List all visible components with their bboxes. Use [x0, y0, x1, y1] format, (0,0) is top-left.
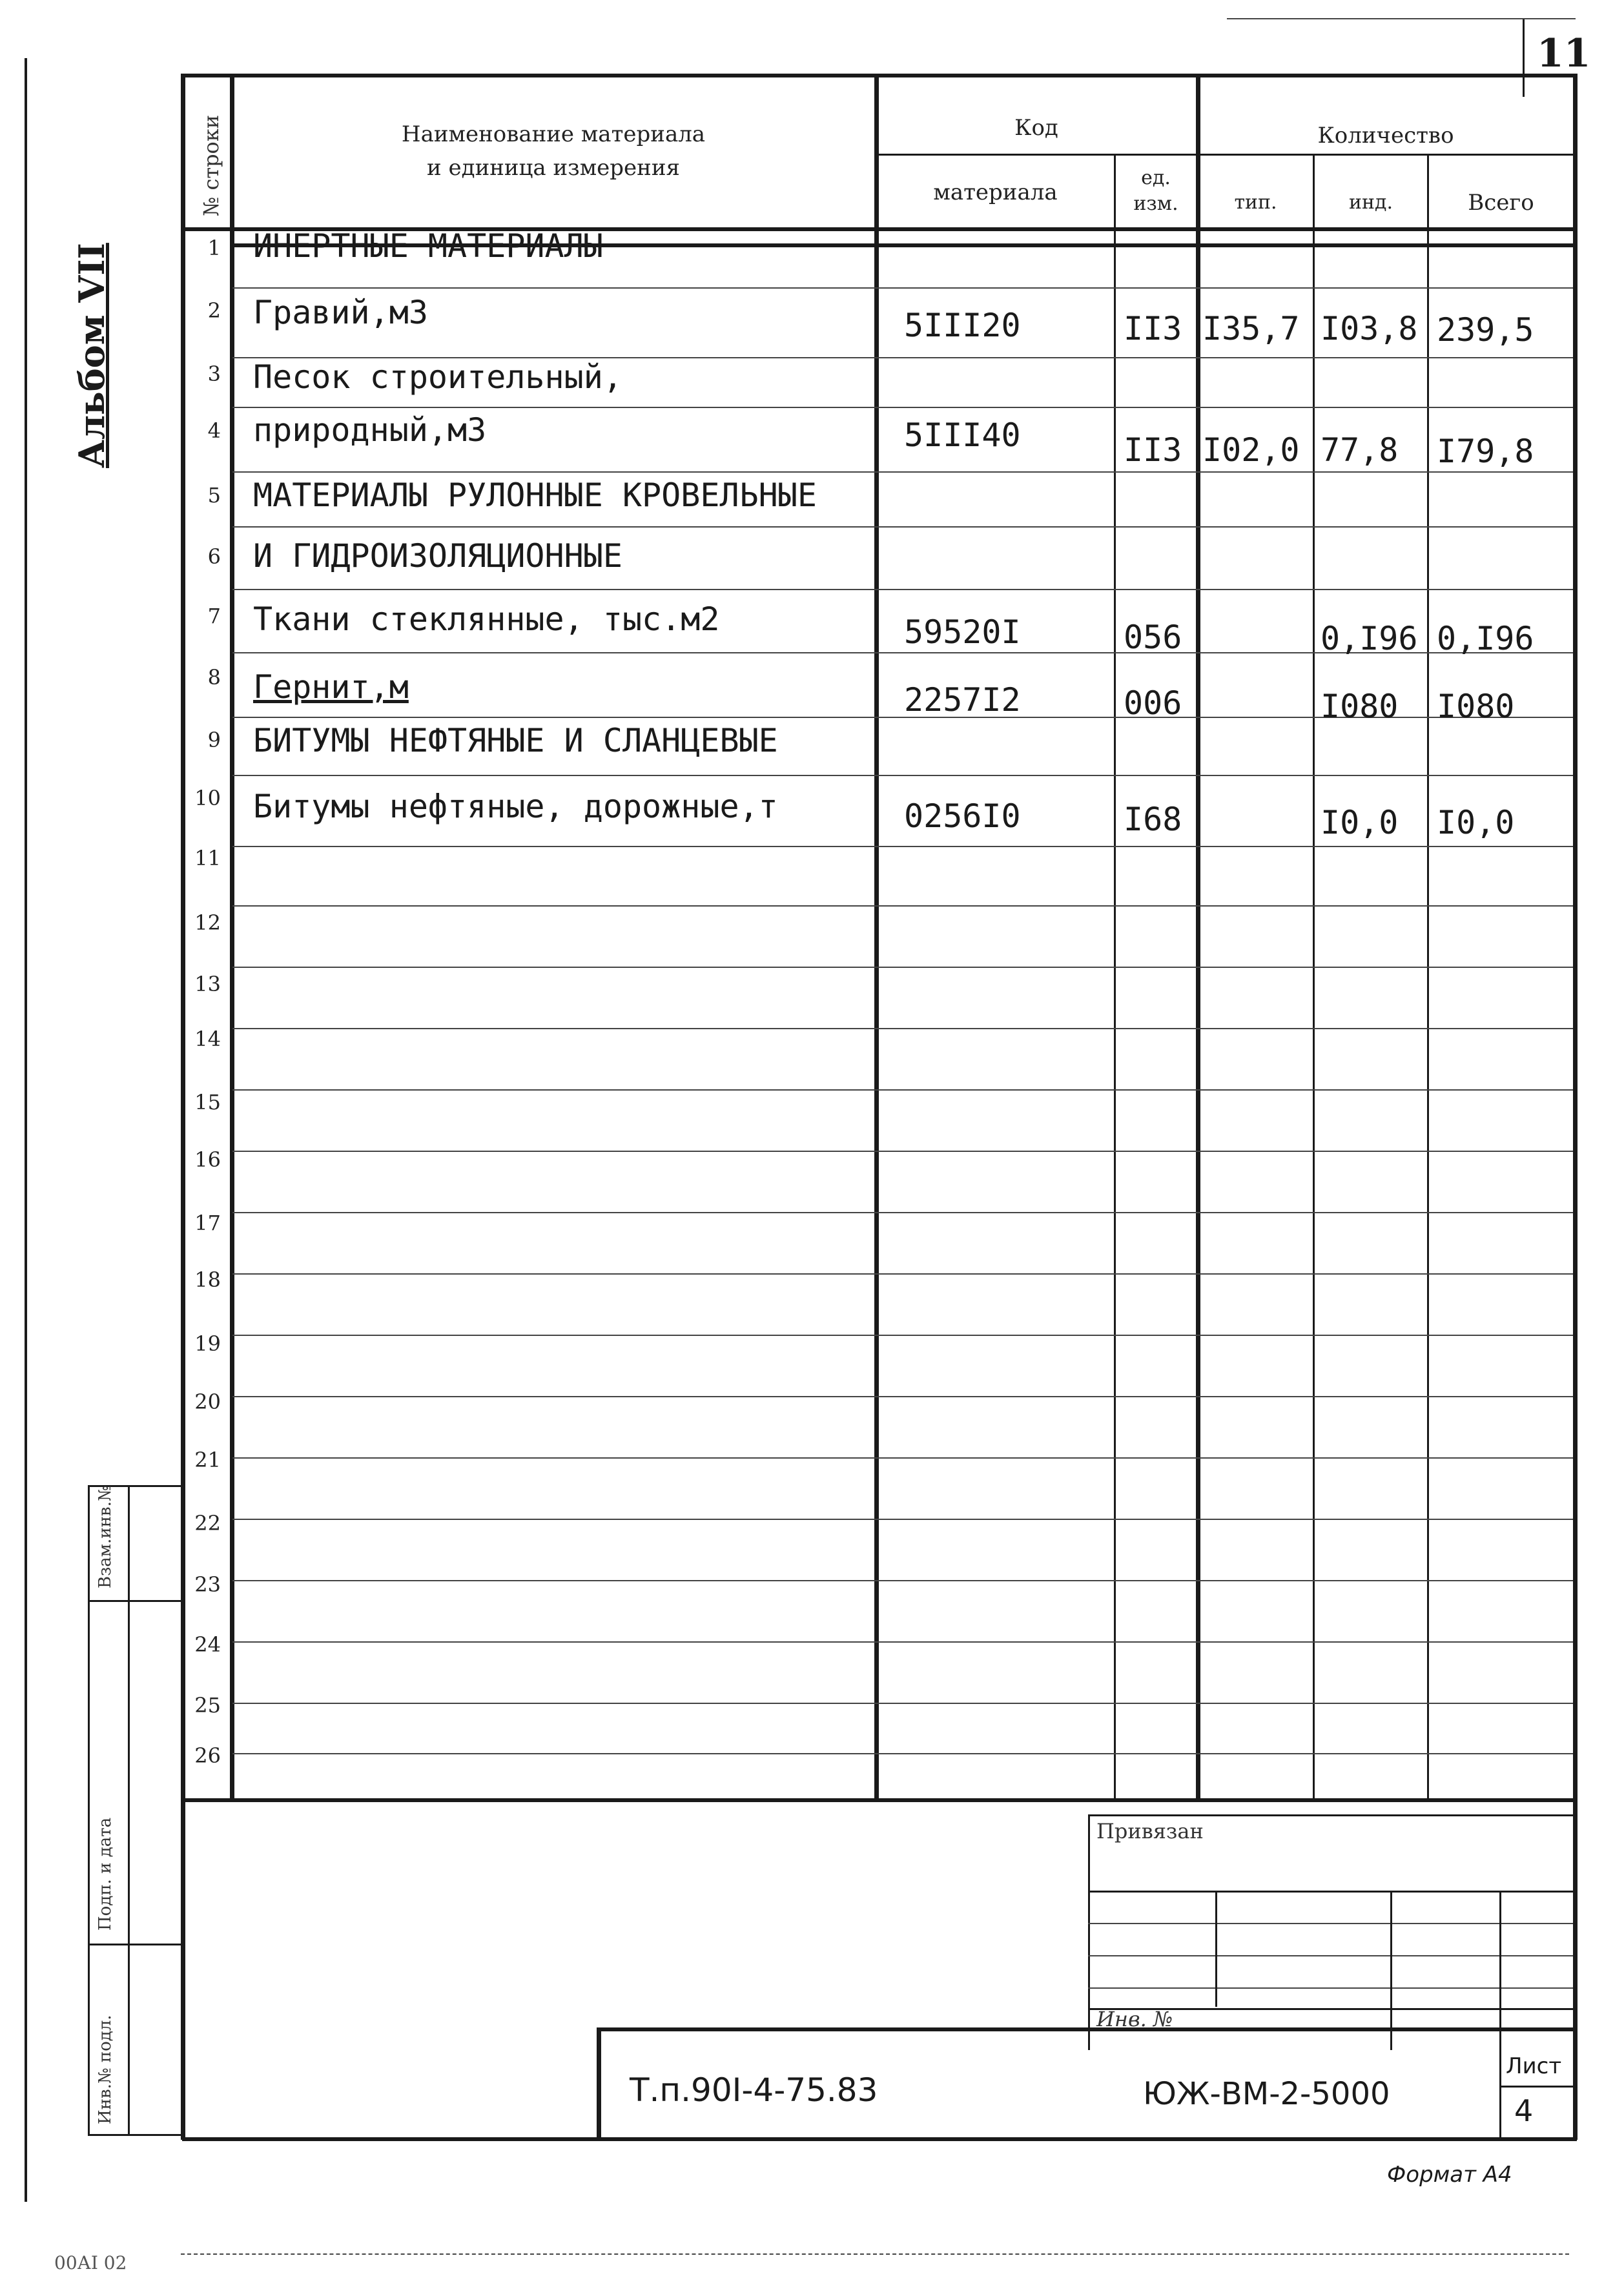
format-label: Формат А4: [1387, 2162, 1512, 2188]
col-unit-border: [1196, 74, 1200, 1798]
row-line: [232, 1519, 1573, 1520]
row-number: 12: [194, 910, 221, 935]
row-4-name: природный,м3: [253, 411, 487, 449]
row-line: [232, 287, 1573, 289]
row-line: [232, 905, 1573, 907]
frame-bottom-border: [182, 2137, 1577, 2141]
row-line: [232, 1335, 1573, 1336]
privyazan-left: [1088, 1814, 1090, 2050]
header-code-group: Код: [1014, 115, 1058, 141]
row-7-name: Ткани стеклянные, тыс.м2: [253, 600, 720, 638]
row-5-name: МАТЕРИАЛЫ РУЛОННЫЕ КРОВЕЛЬНЫЕ: [253, 477, 817, 514]
header-code-unit-2: изм.: [1133, 192, 1178, 215]
privyazan-label: Привязан: [1096, 1819, 1204, 1843]
row-8-ind: I080: [1321, 688, 1399, 725]
side-stamp-bottom: [88, 2134, 182, 2136]
row-line: [232, 846, 1573, 847]
row-7-ind: 0,I96: [1321, 620, 1418, 657]
row-1-name: ИНЕРТНЫЕ МАТЕРИАЛЫ: [253, 227, 603, 265]
row-6-name: И ГИДРОИЗОЛЯЦИОННЫЕ: [253, 537, 622, 575]
row-number: 18: [194, 1267, 221, 1292]
privyazan-col-2: [1390, 1891, 1392, 2050]
row-number: 2: [207, 298, 221, 323]
row-7-code: 59520I: [904, 613, 1021, 651]
col-code-border: [1114, 154, 1116, 1798]
row-4-ind: 77,8: [1321, 431, 1399, 469]
row-number: 6: [207, 544, 221, 569]
side-stamp-mid: [128, 1485, 130, 2134]
row-4-unit: II3: [1124, 431, 1182, 469]
col-typ-border: [1313, 154, 1315, 1798]
row-number: 13: [194, 972, 221, 996]
row-line: [232, 967, 1573, 968]
row-number: 9: [207, 728, 221, 752]
row-number: 8: [207, 665, 221, 690]
row-line: [232, 589, 1573, 590]
privyazan-col-1: [1215, 1891, 1217, 2007]
row-number: 10: [194, 786, 221, 810]
row-line: [232, 1641, 1573, 1643]
header-qty-total: Всего: [1468, 190, 1534, 216]
row-2-total: 239,5: [1437, 311, 1534, 349]
row-2-typ: I35,7: [1202, 310, 1300, 347]
side-stamp-div2: [88, 1944, 182, 1945]
code-box-left: [597, 2027, 601, 2140]
header-name-line2: и единица измерения: [427, 155, 680, 181]
table-right-border: [1573, 74, 1578, 2140]
row-2-name: Гравий,м3: [253, 294, 428, 331]
side-label-inv-podl: Инв.№ подл.: [96, 2015, 115, 2124]
table-top-border: [182, 74, 1577, 77]
row-number: 14: [194, 1027, 221, 1051]
row-line: [232, 1457, 1573, 1459]
row-10-total: I0,0: [1437, 804, 1515, 841]
row-number: 17: [194, 1211, 221, 1235]
row-10-ind: I0,0: [1321, 804, 1399, 841]
row-3-name: Песок строительный,: [253, 358, 622, 396]
row-number: 22: [194, 1511, 221, 1535]
sheet-label: Лист: [1506, 2053, 1562, 2079]
project-code: ЮЖ-ВМ-2-5000: [1143, 2076, 1390, 2112]
row-4-typ: I02,0: [1202, 431, 1300, 469]
row-line: [232, 1703, 1573, 1704]
header-name-line1: Наименование материала: [401, 121, 706, 147]
row-number: 7: [207, 604, 221, 628]
header-qty-group: Количество: [1317, 123, 1454, 149]
col-rownum-border: [230, 74, 234, 1798]
table-left-border: [181, 74, 185, 2140]
footer-code: 00АI 02: [54, 2252, 127, 2273]
row-2-ind: I03,8: [1321, 310, 1418, 347]
col-name-border: [874, 74, 879, 1798]
row-4-code: 5III40: [904, 416, 1021, 454]
album-label: Альбом VII: [71, 243, 112, 468]
row-line: [232, 1753, 1573, 1754]
privyazan-col-3: [1499, 1891, 1501, 2050]
row-line: [232, 1212, 1573, 1213]
row-number: 1: [207, 236, 221, 260]
row-2-code: 5III20: [904, 307, 1021, 344]
table-bottom-border: [182, 1798, 1577, 1802]
col-ind-border: [1427, 154, 1429, 1798]
corner-tab-border: [1523, 19, 1525, 97]
header-qty-ind: инд.: [1349, 191, 1393, 214]
row-number: 15: [194, 1090, 221, 1114]
row-line: [232, 1089, 1573, 1091]
side-stamp-div1: [88, 1600, 182, 1602]
sheet-box-mid: [1499, 2086, 1573, 2088]
row-line: [232, 1273, 1573, 1275]
row-9-name: БИТУМЫ НЕФТЯНЫЕ И СЛАНЦЕВЫЕ: [253, 722, 778, 759]
row-8-name: Гернит,м: [253, 668, 409, 706]
row-number: 5: [207, 483, 221, 508]
row-number: 19: [194, 1331, 221, 1356]
row-7-total: 0,I96: [1437, 620, 1534, 657]
row-number: 3: [207, 362, 221, 386]
row-line: [232, 1396, 1573, 1397]
bottom-dash-line: [181, 2253, 1569, 2255]
row-number: 26: [194, 1743, 221, 1768]
top-dash-line: [1227, 18, 1576, 19]
sheet-box-left: [1499, 2050, 1501, 2137]
row-number: 4: [207, 418, 221, 443]
row-number: 20: [194, 1390, 221, 1414]
side-label-vzam-inv: Взам.инв.№: [96, 1485, 115, 1588]
row-8-total: I080: [1437, 688, 1515, 725]
row-2-unit: II3: [1124, 310, 1182, 347]
row-number: 23: [194, 1572, 221, 1597]
row-line: [232, 1580, 1573, 1581]
header-code-material: материала: [933, 180, 1058, 205]
side-label-podp-data: Подп. и дата: [96, 1817, 115, 1931]
row-line: [232, 775, 1573, 776]
header-code-unit-1: ед.: [1141, 167, 1171, 189]
doc-code: Т.п.90I-4-75.83: [630, 2071, 878, 2109]
row-number: 16: [194, 1147, 221, 1172]
row-10-code: 0256I0: [904, 797, 1021, 835]
row-10-name: Битумы нефтяные, дорожные,т: [253, 788, 778, 825]
header-mid-line: [874, 154, 1573, 156]
row-7-unit: 056: [1124, 619, 1182, 656]
header-row-num: № строки: [199, 114, 223, 216]
row-line: [232, 471, 1573, 473]
binding-line: [25, 58, 27, 2202]
row-line: [232, 1028, 1573, 1029]
row-line: [232, 526, 1573, 528]
row-number: 21: [194, 1448, 221, 1472]
row-8-code: 2257I2: [904, 681, 1021, 719]
row-line: [232, 407, 1573, 408]
sheet-number: 4: [1514, 2093, 1534, 2128]
row-number: 25: [194, 1693, 221, 1718]
row-line: [232, 1151, 1573, 1152]
corner-number: 11: [1537, 31, 1591, 76]
code-box-top: [597, 2027, 1573, 2031]
row-8-unit: 006: [1124, 684, 1182, 722]
inv-no-label: Инв. №: [1096, 2007, 1173, 2031]
header-qty-typ: тип.: [1234, 191, 1277, 214]
privyazan-top: [1088, 1814, 1573, 1816]
row-number: 11: [194, 846, 221, 870]
row-number: 24: [194, 1632, 221, 1657]
row-4-total: I79,8: [1437, 433, 1534, 470]
row-10-unit: I68: [1124, 801, 1182, 838]
side-stamp-left: [88, 1485, 90, 2134]
